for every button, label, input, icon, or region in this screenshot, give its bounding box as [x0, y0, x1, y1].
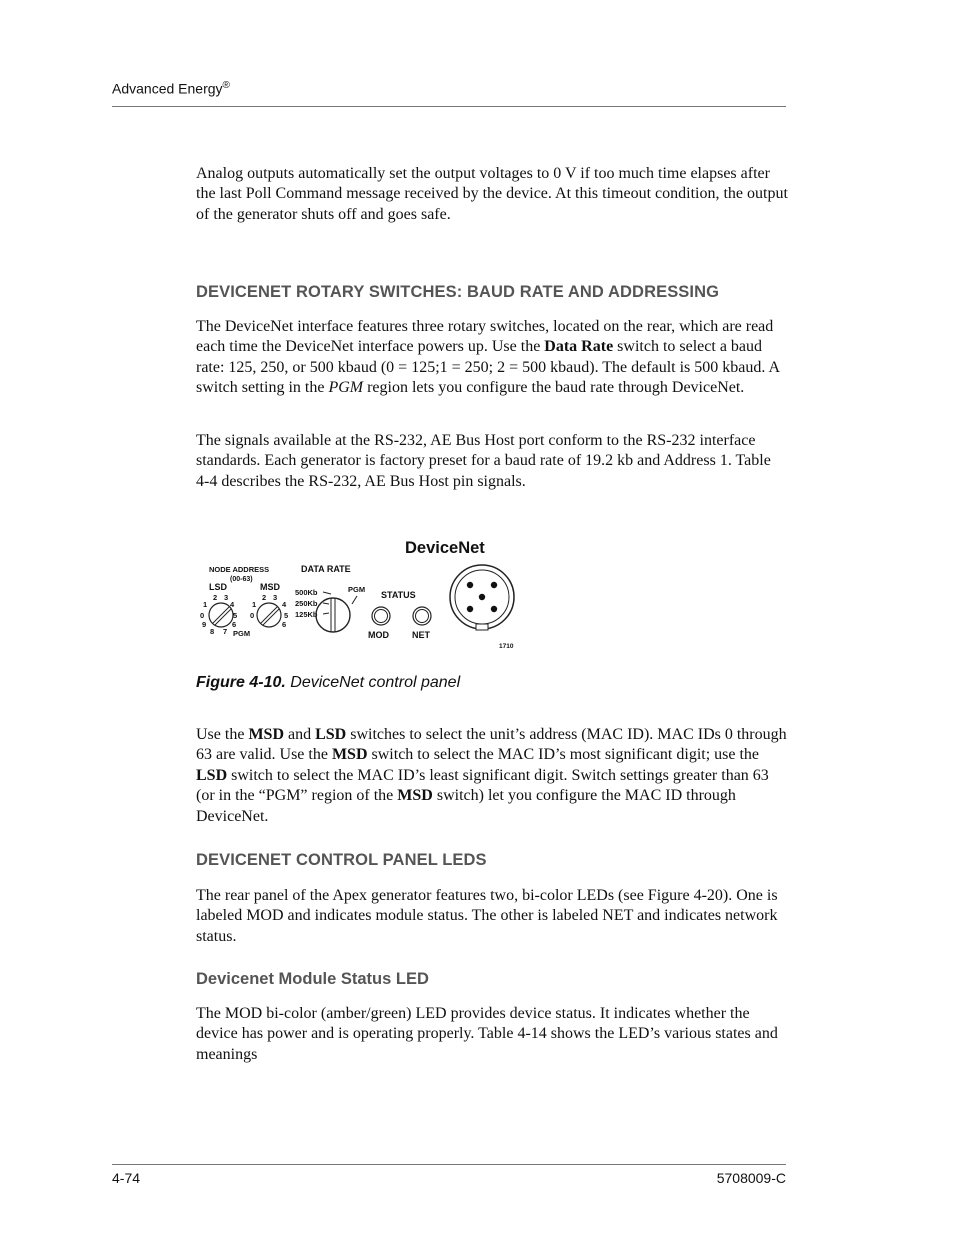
lsd-digit: 3: [224, 593, 229, 602]
rate-500kb-label: 500Kb: [295, 588, 318, 597]
figure-caption: [196, 674, 460, 692]
module-status-paragraph: The MOD bi-color (amber/green) LED provides device status. It indicates whether the device has power and is operating properly. Table 4-14 shows the LED’s various states and meanings: [196, 1005, 778, 1063]
text-run: switch to select a baud rate: 125, 250, or 500 kbaud (0 = 125;1 = 250; 2 = 500 kbaud). The default is 500 kbaud. A switch setting in the: [196, 338, 780, 397]
page-number: 4-74: [112, 1170, 141, 1186]
msd-digit: 5: [284, 611, 289, 620]
running-header: [112, 80, 230, 97]
caption-label: Figure 4-10.: [196, 674, 286, 691]
figure-title: DeviceNet: [405, 539, 485, 557]
text-run: region lets you configure the baud rate through DeviceNet.: [363, 379, 745, 397]
text-run: switch) let you configure the MAC ID through DeviceNet.: [196, 787, 736, 825]
msd-lsd-paragraph: [196, 725, 788, 827]
bold-term: Data Rate: [544, 338, 614, 356]
text-run: The DeviceNet interface features three rotary switches, located on the rear, which are read each time the DeviceNet interface powers up. Use the: [196, 318, 774, 356]
header-rule: [112, 106, 786, 107]
section-heading-control-panel-leds: DEVICENET CONTROL PANEL LEDS: [196, 851, 487, 869]
figure-id: 1710: [499, 643, 514, 650]
net-label: NET: [412, 630, 430, 640]
caption-text: DeviceNet control panel: [285, 674, 461, 691]
lsd-digit: 5: [233, 611, 238, 620]
lsd-digit: 1: [203, 600, 208, 609]
rs232-paragraph: The signals available at the RS-232, AE Bus Host port conform to the RS-232 interface standards. Each generator is factory preset for a baud rate of 19.2 kb and Address 1. Table 4-4 describes the RS-232, AE Bus Host pin signals.: [196, 432, 771, 490]
subsection-heading-module-status-led: Devicenet Module Status LED: [196, 970, 429, 988]
status-label: STATUS: [381, 590, 416, 600]
msd-pgm-label: PGM: [233, 629, 251, 638]
bold-term: MSD: [248, 726, 284, 743]
bold-term: MSD: [331, 746, 368, 764]
msd-label: MSD: [260, 582, 280, 592]
text-run: switch to select the MAC ID’s most significant digit; use the: [367, 746, 760, 764]
msd-digit: 6: [282, 620, 287, 629]
lsd-digit: 7: [223, 627, 228, 636]
data-rate-pgm-label: PGM: [348, 585, 366, 594]
text-run: switches to select the unit’s address (MAC ID). MAC IDs 0 through 63 are valid. Use the: [196, 726, 787, 764]
intro-paragraph: Analog outputs automatically set the output voltages to 0 V if too much time elapses after the last Poll Command message received by the device. At this timeout condition, the output of the generator shuts off and goes safe.: [196, 165, 788, 223]
lsd-digit: 8: [210, 627, 215, 636]
text-run: switch to select the MAC ID’s least significant digit. Switch settings greater than 63 (or in the “PGM” region of the: [196, 766, 769, 805]
bold-term: MSD: [397, 787, 433, 805]
net-led: [413, 607, 431, 625]
lsd-digit: 9: [202, 620, 207, 629]
header-brand: Advanced Energy: [112, 80, 223, 97]
devicenet-connector: [450, 565, 514, 630]
footer-rule: [112, 1164, 786, 1165]
text-run: and: [284, 726, 316, 743]
node-address-label: NODE ADDRESS: [209, 565, 270, 574]
msd-digit: 0: [250, 611, 255, 620]
lsd-digit: 4: [230, 600, 235, 609]
document-number: 5708009-C: [716, 1170, 786, 1186]
registered-mark: ®: [222, 80, 230, 91]
lsd-label: LSD: [209, 582, 227, 592]
rotary-switches-paragraph: [196, 317, 788, 399]
msd-rotary-switch: [257, 603, 281, 627]
bold-term: LSD: [196, 766, 228, 784]
msd-digit: 4: [282, 600, 287, 609]
devicenet-control-panel-figure: [195, 532, 525, 654]
text-run: Use the: [196, 726, 249, 743]
msd-digit: 1: [252, 600, 257, 609]
msd-digit: 2: [262, 593, 267, 602]
lsd-digit: 2: [213, 593, 218, 602]
section-heading-rotary-switches: DEVICENET ROTARY SWITCHES: BAUD RATE AND ADDRESSING: [196, 283, 720, 301]
rate-250kb-label: 250Kb: [295, 599, 318, 608]
msd-digit: 3: [273, 593, 278, 602]
data-rate-label: DATA RATE: [301, 564, 351, 574]
rate-125kb-label: 125Kb: [295, 610, 318, 619]
address-range-label: (00-63): [230, 576, 253, 583]
mod-label: MOD: [368, 630, 389, 640]
data-rate-rotary-switch: [316, 592, 350, 632]
lsd-digit: 0: [200, 611, 205, 620]
control-panel-leds-paragraph: The rear panel of the Apex generator features two, bi-color LEDs (see Figure 4-20). One is labeled MOD and indicates module status. The other is labeled NET and indicates network status.: [196, 887, 778, 945]
lsd-digit: 6: [232, 620, 237, 629]
mod-led: [372, 607, 390, 625]
bold-term: LSD: [315, 726, 347, 743]
italic-term: PGM: [328, 379, 364, 397]
